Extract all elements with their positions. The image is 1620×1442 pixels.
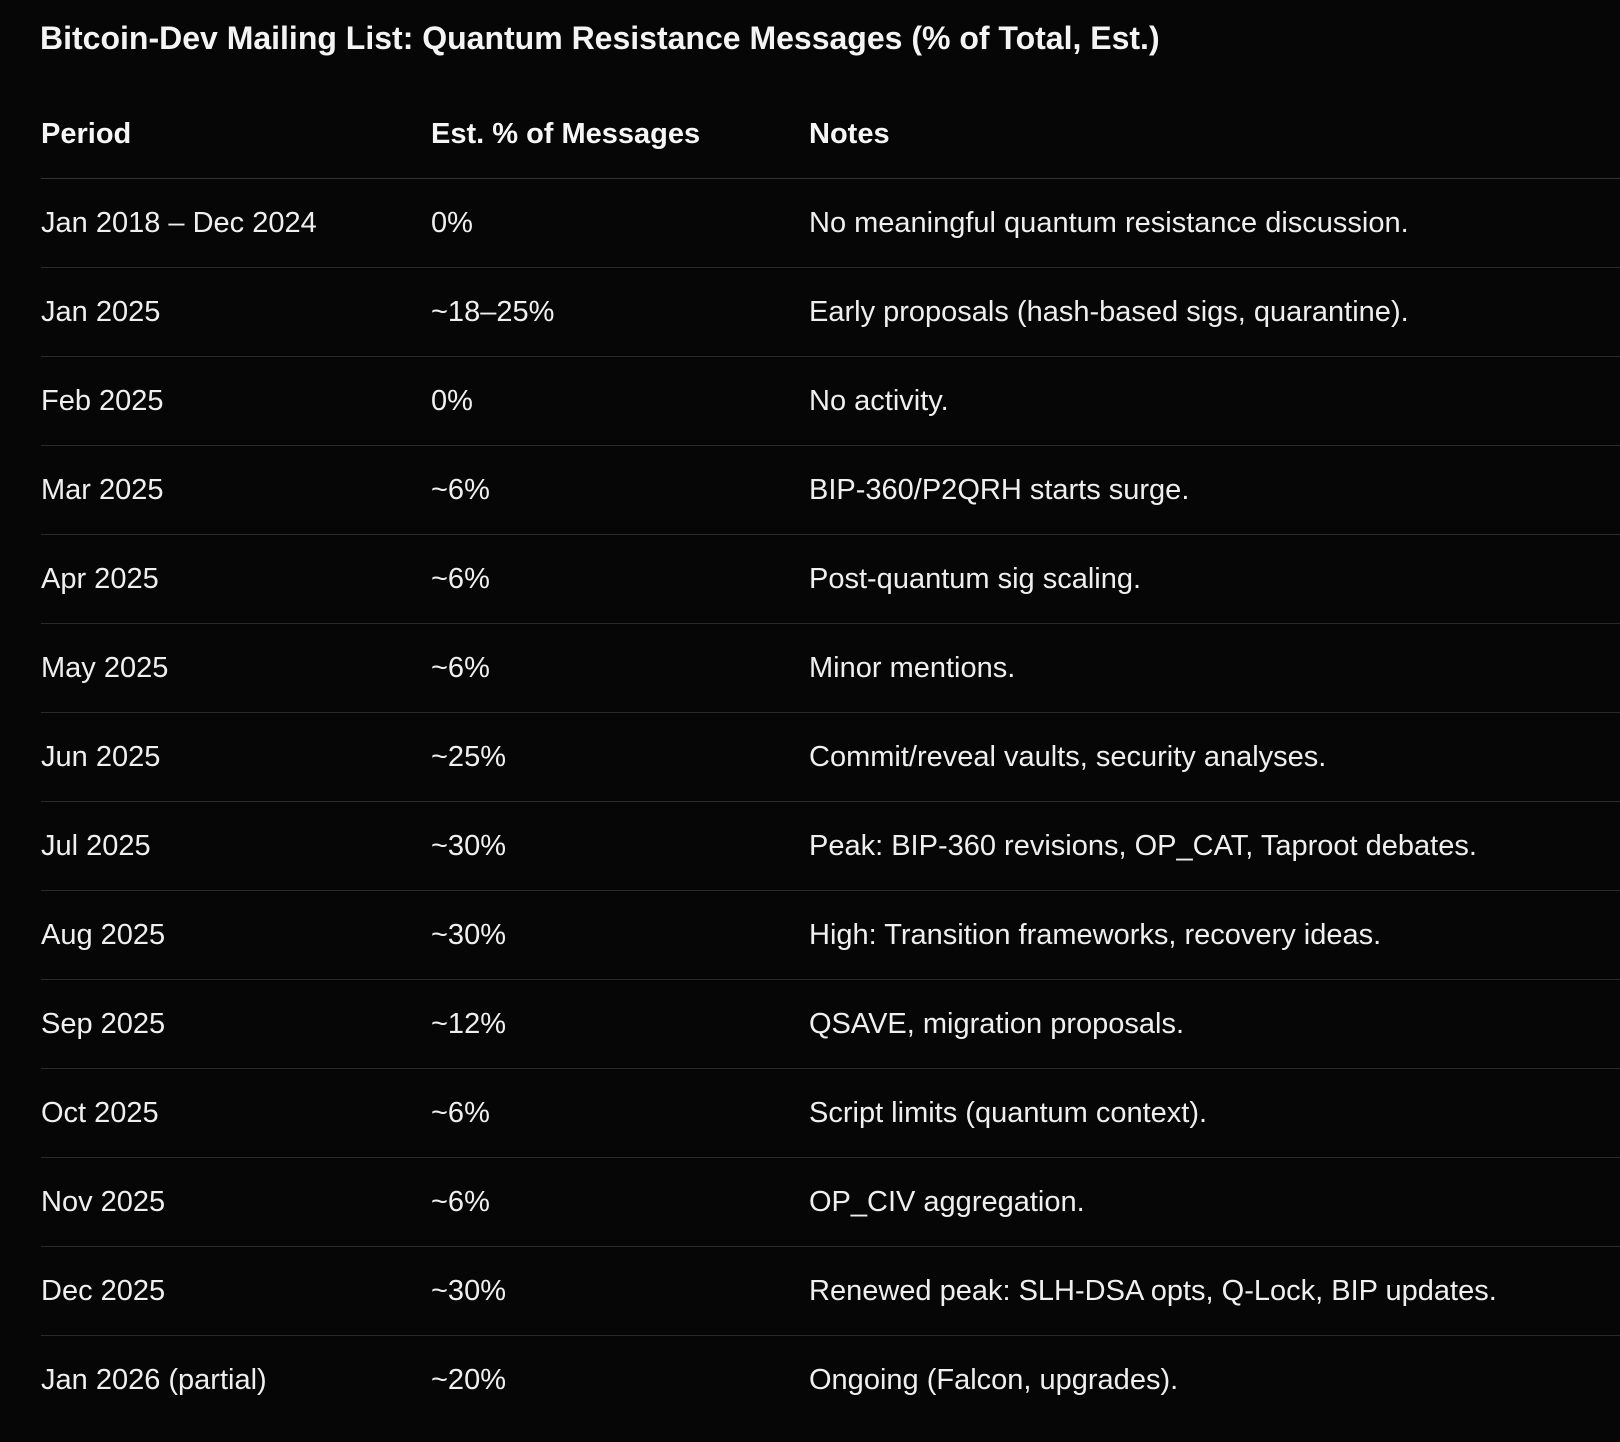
percent-cell: ~6% (431, 1096, 490, 1129)
notes-cell: OP_CIV aggregation. (809, 1185, 1085, 1218)
period-cell: Sep 2025 (41, 1007, 166, 1040)
notes-cell: BIP-360/P2QRH starts surge. (809, 473, 1190, 506)
notes-cell: No activity. (809, 384, 949, 417)
notes-cell: Commit/reveal vaults, security analyses. (809, 740, 1327, 773)
table-row (41, 535, 1620, 624)
percent-cell: ~18–25% (431, 295, 555, 328)
notes-cell: High: Transition frameworks, recovery ideas. (809, 918, 1382, 951)
table-row (41, 624, 1620, 713)
period-cell: Jan 2018 – Dec 2024 (41, 206, 317, 239)
notes-cell: Ongoing (Falcon, upgrades). (809, 1364, 1179, 1396)
percent-cell: ~25% (431, 740, 506, 773)
period-cell: Feb 2025 (41, 384, 164, 417)
table-header-row (41, 90, 1620, 179)
notes-cell: Post-quantum sig scaling. (809, 562, 1142, 595)
header-period: Period (41, 117, 132, 150)
notes-cell: Peak: BIP-360 revisions, OP_CAT, Taproot debates. (809, 829, 1477, 862)
table-row (41, 1247, 1620, 1336)
period-cell: Nov 2025 (41, 1185, 166, 1218)
table-row (41, 713, 1620, 802)
period-cell: Jul 2025 (41, 829, 151, 862)
period-cell: Jun 2025 (41, 740, 161, 773)
notes-cell: Minor mentions. (809, 651, 1016, 684)
percent-cell: ~30% (431, 1274, 506, 1307)
table-row (41, 891, 1620, 980)
percent-cell: ~6% (431, 562, 490, 595)
period-cell: Aug 2025 (41, 918, 166, 951)
period-cell: Dec 2025 (41, 1274, 166, 1307)
header-notes: Notes (809, 117, 890, 150)
table-row (41, 446, 1620, 535)
percent-cell: ~30% (431, 918, 506, 951)
table-row (41, 268, 1620, 357)
period-cell: Mar 2025 (41, 473, 164, 506)
percent-cell: ~30% (431, 829, 506, 862)
table-row (41, 179, 1620, 268)
table-row (41, 802, 1620, 891)
percent-cell: ~12% (431, 1007, 506, 1040)
notes-cell: No meaningful quantum resistance discussion. (809, 206, 1409, 239)
table-row (41, 1336, 1620, 1425)
notes-cell: Renewed peak: SLH-DSA opts, Q-Lock, BIP updates. (809, 1274, 1497, 1307)
percent-cell: ~6% (431, 1185, 490, 1218)
page-title: Bitcoin-Dev Mailing List: Quantum Resistance Messages (% of Total, Est.) (40, 20, 1160, 56)
percent-cell: 0% (431, 384, 473, 417)
period-cell: Jan 2025 (41, 295, 161, 328)
period-cell: Apr 2025 (41, 562, 159, 595)
notes-cell: QSAVE, migration proposals. (809, 1007, 1185, 1040)
table-row (41, 1069, 1620, 1158)
percent-cell: ~6% (431, 473, 490, 506)
percent-cell: 0% (431, 206, 473, 239)
percent-cell: ~20% (431, 1364, 506, 1396)
table-row (41, 1158, 1620, 1247)
period-cell: Oct 2025 (41, 1096, 159, 1129)
data-table (41, 90, 1620, 1425)
period-cell: Jan 2026 (partial) (41, 1364, 267, 1396)
table-row (41, 980, 1620, 1069)
notes-cell: Early proposals (hash-based sigs, quarantine). (809, 295, 1409, 328)
notes-cell: Script limits (quantum context). (809, 1096, 1208, 1129)
table-row (41, 357, 1620, 446)
header-percent: Est. % of Messages (431, 117, 701, 150)
period-cell: May 2025 (41, 651, 169, 684)
percent-cell: ~6% (431, 651, 490, 684)
